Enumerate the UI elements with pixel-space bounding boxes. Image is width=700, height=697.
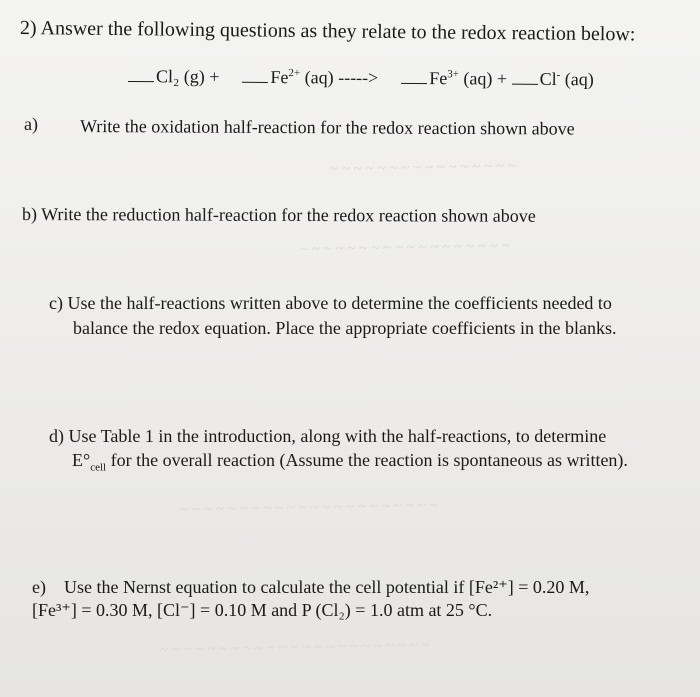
part-e-text: Use the Nernst equation to calculate the cell potential if [Fe²⁺] = 0.20 M, <box>63 577 590 597</box>
product-cl-charge: - <box>556 68 561 82</box>
coefficient-blank-cl[interactable] <box>512 70 538 85</box>
part-e-line1 <box>32 577 589 599</box>
part-e-label: e) <box>32 577 46 597</box>
ecell-subscript: cell <box>90 461 107 474</box>
reactant-fe-state: (aq) -----> <box>304 67 379 88</box>
part-c-line2: balance the redox equation. Place the appropriate coefficients in the blanks. <box>73 318 617 338</box>
product-fe-charge: 3+ <box>447 68 460 81</box>
part-a-text: Write the oxidation half-reaction for the redox reaction shown above <box>79 116 575 139</box>
show-through-text: ~ ~ ~ ~ ~ ~ ~ ~ ~ ~ ~ ~ ~ ~ ~ ~ ~ ~ ~ ~ ~ ~ ~ <box>159 637 430 659</box>
show-through-text: ~ ~ ~ ~ ~ ~ ~ ~ ~ ~ ~ ~ ~ ~ ~ ~ ~ ~ ~ ~ ~ ~ <box>179 497 438 519</box>
question-heading <box>20 16 636 46</box>
product-cl-state: (aq) <box>564 69 594 90</box>
show-through-text: ~ ~ ~ ~ ~ ~ ~ ~ ~ ~ ~ ~ ~ ~ ~ ~ <box>329 158 517 178</box>
part-d-line2-rest: for the overall reaction (Assume the reaction is spontaneous as written). <box>106 450 628 470</box>
show-through-text: ~ ~ ~ ~ ~ ~ ~ ~ ~ ~ ~ ~ ~ ~ ~ ~ ~ ~ <box>299 238 510 258</box>
part-e-line2: [Fe³⁺] = 0.30 M, [Cl⁻] = 0.10 M and P (Cl₂) = 1.0 atm at 25 °C. <box>32 600 493 620</box>
reactant-cl2: Cl₂ (g) + <box>155 66 220 87</box>
part-d-line2 <box>72 450 628 472</box>
coefficient-blank-fe3[interactable] <box>401 69 427 84</box>
part-b-text: b) Write the reduction half-reaction for the redox reaction shown above <box>21 204 536 226</box>
product-fe: Fe <box>429 68 448 89</box>
coefficient-blank-fe2[interactable] <box>242 68 268 83</box>
coefficient-blank-cl2[interactable] <box>128 67 154 82</box>
ecell-symbol: E° <box>72 450 91 470</box>
part-d-line1: d) Use Table 1 in the introduction, along with the half-reactions, to determine <box>49 426 607 446</box>
reactant-fe: Fe <box>270 66 289 88</box>
part-a-label: a) <box>24 114 38 134</box>
question-number: 2) <box>19 17 37 40</box>
product-fe-state: (aq) + <box>463 68 508 89</box>
question-intro: Answer the following questions as they relate to the redox reaction below: <box>40 17 636 46</box>
product-cl: Cl <box>539 68 557 89</box>
part-c-line1: c) Use the half-reactions written above to determine the coefficients needed to <box>49 293 612 313</box>
reactant-fe-charge: 2+ <box>288 67 301 80</box>
redox-equation <box>128 66 594 91</box>
